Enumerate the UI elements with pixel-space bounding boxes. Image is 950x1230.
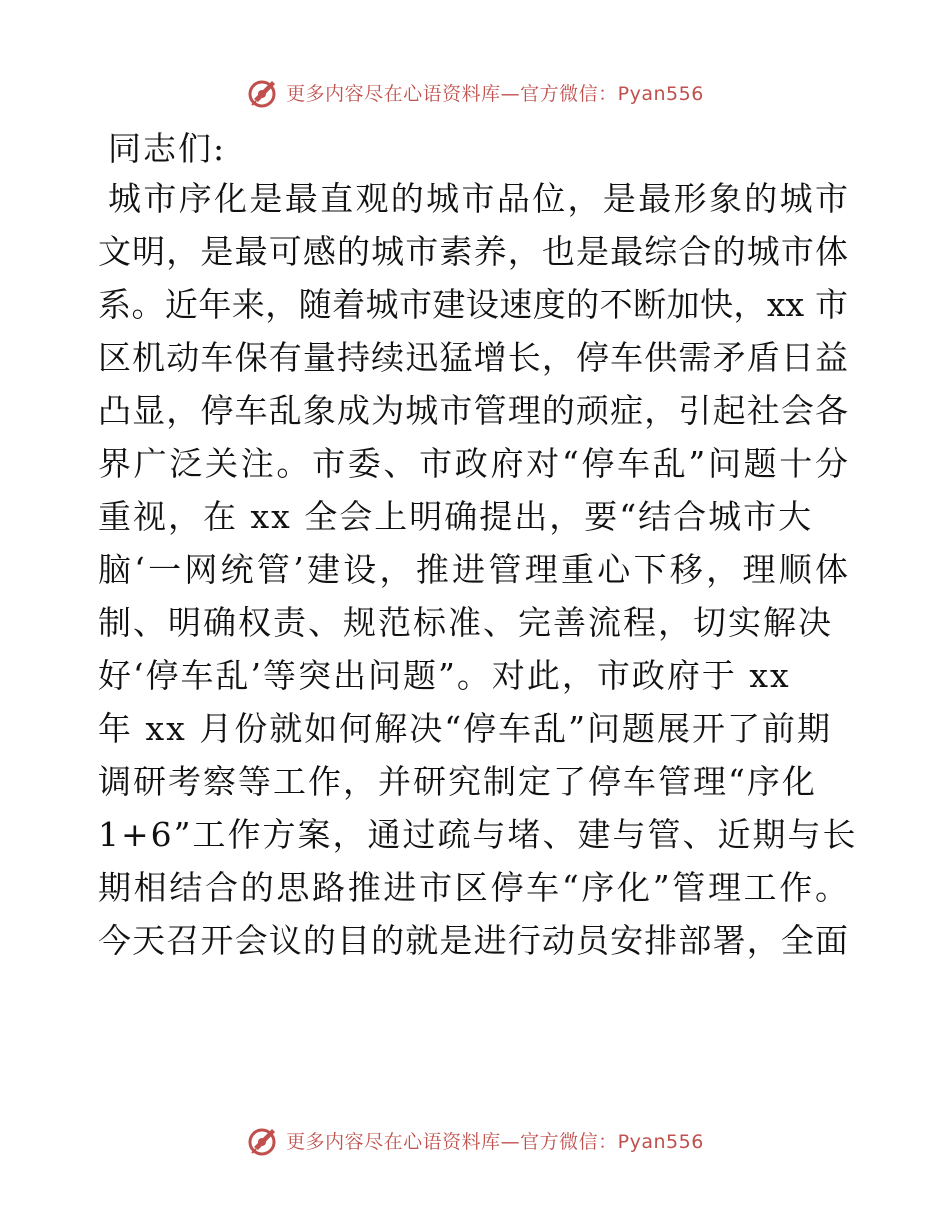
body-paragraph: [98, 172, 858, 967]
text-line: 文明，是最可感的城市素养，也是最综合的城市体: [98, 232, 848, 271]
quill-circle-icon: [246, 75, 280, 109]
text-line: 1+6”工作方案，通过疏与堵、建与管、近期与长: [98, 815, 858, 854]
text-line: 城市序化是最直观的城市品位，是最形象的城市: [108, 179, 848, 218]
footer-banner-content: [246, 1123, 704, 1157]
footer-banner-text: 更多内容尽在心语资料库—官方微信：Pyan556: [286, 1130, 704, 1153]
footer-banner: [0, 1120, 950, 1160]
text-line: 好‘停车乱’等突出问题”。对此，市政府于 xx: [98, 656, 791, 695]
text-line: 制、明确权责、规范标准、完善流程，切实解决: [98, 603, 833, 642]
quill-circle-icon: [246, 1123, 280, 1157]
header-banner: [0, 72, 950, 112]
text-line: 调研考察等工作，并研究制定了停车管理“序化: [98, 762, 817, 801]
greeting: 同志们:: [108, 129, 227, 168]
header-banner-content: [246, 75, 704, 109]
text-line: 期相结合的思路推进市区停车“序化”管理工作。: [98, 868, 848, 907]
text-line: 年 xx 月份就如何解决“停车乱”问题展开了前期: [98, 709, 832, 748]
text-line: 区机动车保有量持续迅猛增长，停车供需矛盾日益: [98, 338, 848, 377]
text-line: 今天召开会议的目的就是进行动员安排部署，全面: [98, 921, 848, 960]
text-line: 脑‘一网统管’建设，推进管理重心下移，理顺体: [98, 550, 848, 589]
text-line: 凸显，停车乱象成为城市管理的顽症，引起社会各: [98, 391, 848, 430]
text-line: 系。近年来，随着城市建设速度的不断加快，xx 市: [98, 285, 848, 324]
header-banner-text: 更多内容尽在心语资料库—官方微信：Pyan556: [286, 82, 704, 105]
text-line: 重视，在 xx 全会上明确提出，要“结合城市大: [98, 497, 814, 536]
text-line: 界广泛关注。市委、市政府对“停车乱”问题十分: [98, 444, 848, 483]
